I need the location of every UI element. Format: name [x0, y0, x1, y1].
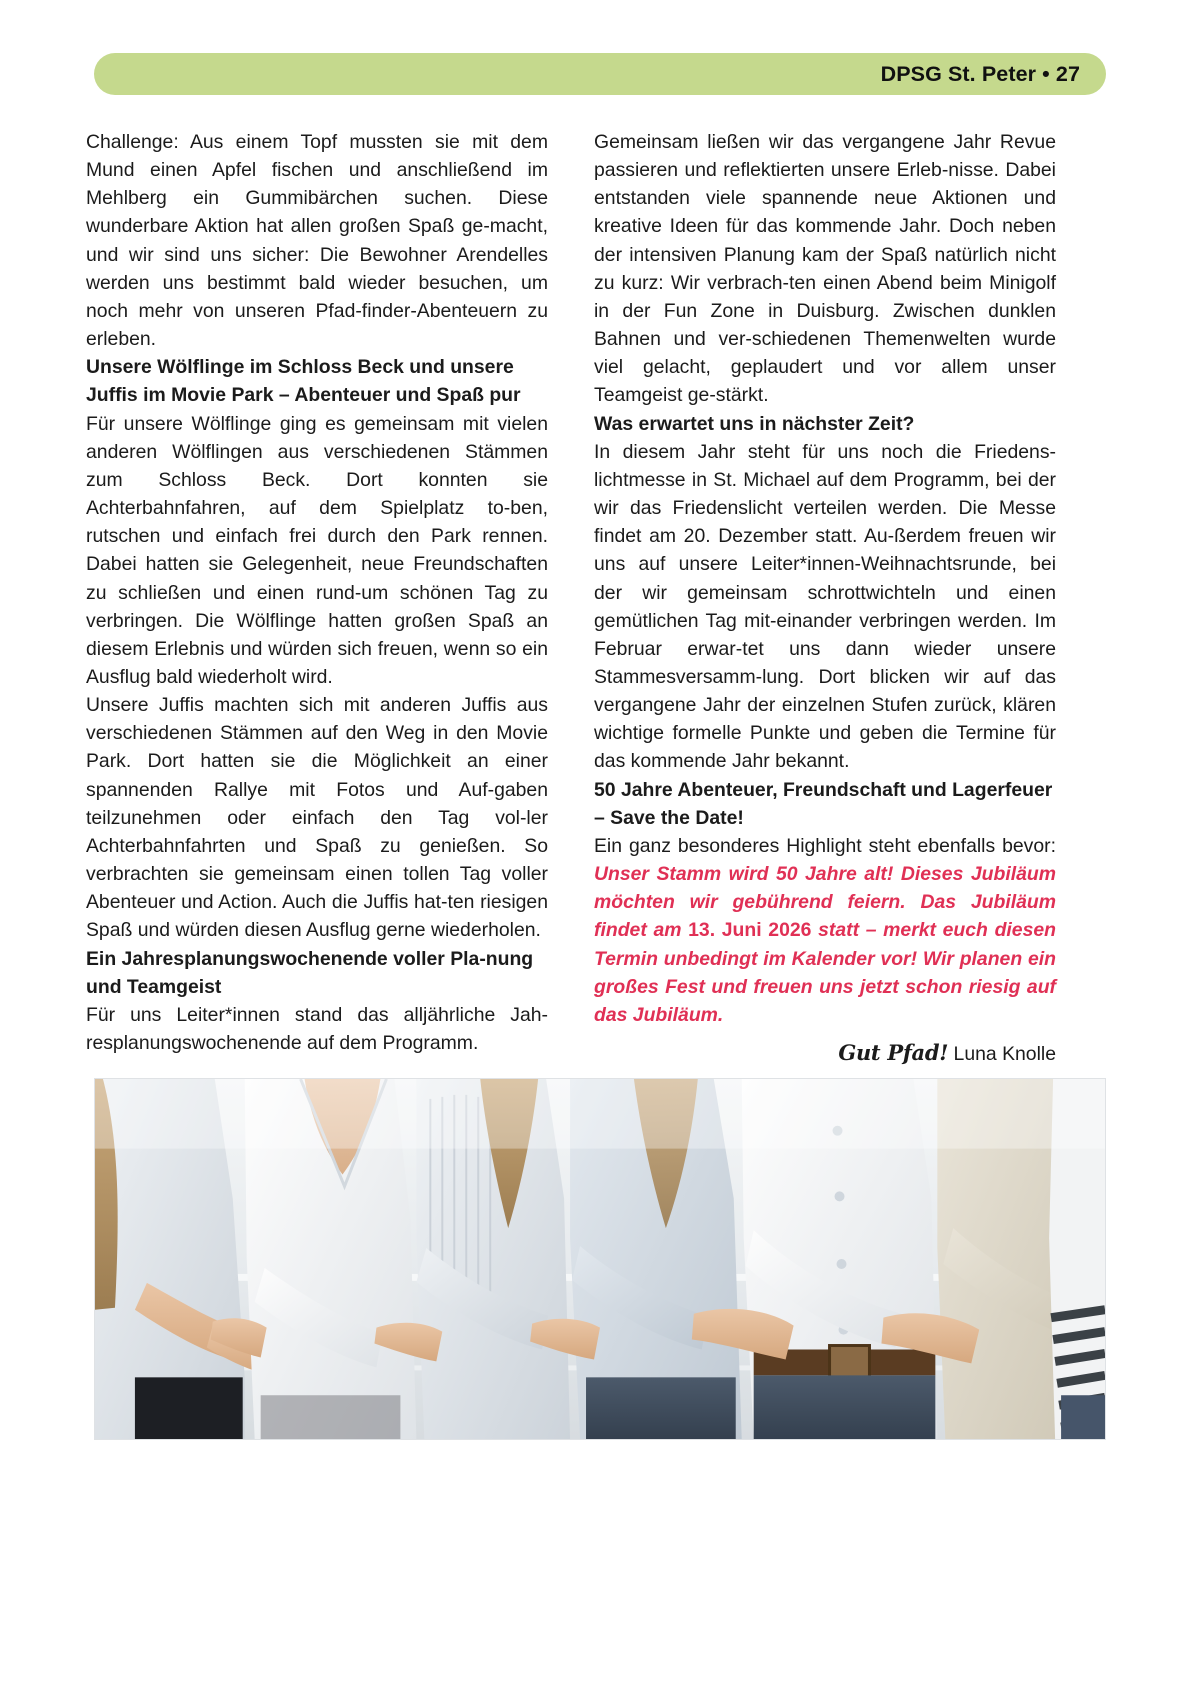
highlight-text-part-1: Unser Stamm wird 50 Jahre alt! Dieses Jubiläum möchten wir gebührend feiern. Das Jubiläum findet am: [594, 863, 1056, 942]
article-signature: [594, 1039, 1056, 1068]
highlight-text-part-2: statt – merkt euch diesen Termin unbedingt im Kalender vor! Wir planen ein großes Fest und freuen uns jetzt schon riesig auf das Jubiläum.: [594, 919, 1056, 1026]
left-paragraph-1: Challenge: Aus einem Topf mussten sie mit dem Mund einen Apfel fischen und anschließend im Mehlberg ein Gummibärchen suchen. Diese wunderbare Aktion hat allen großen Spaß ge-macht, und wir sind uns sicher: Die Bewohner Arendelles werden uns bestimmt bald wieder besuchen, um noch mehr von unseren Pfad-finder-Abenteuern zu erleben.: [86, 131, 548, 351]
right-column: [594, 128, 1056, 1068]
article-photo: [94, 1078, 1106, 1440]
left-heading-2: Ein Jahresplanungswochenende voller Pla-nung und Teamgeist: [86, 947, 534, 998]
left-paragraph-4: Für uns Leiter*innen stand das alljährliche Jah-resplanungswochenende auf dem Programm.: [86, 1003, 548, 1054]
left-heading-1: Unsere Wölflinge im Schloss Beck und unsere Juffis im Movie Park – Abenteuer und Spaß pur: [86, 356, 521, 407]
right-paragraph-2: In diesem Jahr steht für uns noch die Friedens-lichtmesse in St. Michael auf dem Programm, bei der wir das Friedenslicht verteilen werden. Die Messe findet am 20. Dezember statt. Au-ßerdem freuen wir uns auf unsere Leiter*innen-Weihnachtsrunde, bei der wir gemeinsam schrottwichteln und einen gemütlichen Tag mit-einander verbringen werden. Im Februar erwar-tet uns dann wieder unsere Stammesversamm-lung. Dort blicken wir auf das vergangene Jahr der einzelnen Stufen zurück, klären wichtige formelle Punkte und geben die Termine für das kommende Jahr bekannt.: [594, 440, 1056, 773]
page-header-bar: [94, 53, 1106, 95]
left-paragraph-2: Für unsere Wölflinge ging es gemeinsam mit vielen anderen Wölflingen aus verschiedenen Stämmen zum Schloss Beck. Dort konnten sie Achterbahnfahren, auf dem Spielplatz to-ben, rutschen und einfach frei durch den Park rennen. Dabei hatten sie Gelegenheit, neue Freundschaften zu schließen und einen rund-um schönen Tag zu verbringen. Die Wölflinge hatten großen Spaß an diesem Erlebnis und würden sich freuen, wenn so ein Ausflug bald wiederholt wird.: [86, 412, 548, 688]
right-paragraph-3: [594, 832, 1056, 1029]
group-linking-arms-illustration: [95, 1079, 1105, 1439]
anniversary-date: 13. Juni 2026: [688, 919, 812, 942]
page-header-title: DPSG St. Peter • 27: [880, 61, 1080, 86]
highlight-lead-text: Ein ganz besonderes Highlight steht ebenfalls bevor:: [594, 834, 1056, 857]
right-paragraph-1: Gemeinsam ließen wir das vergangene Jahr Revue passieren und reflektierten unsere Erleb-nisse. Dabei entstanden viele spannende neue Aktionen und kreative Ideen für das kommende Jahr. Doch neben der intensiven Planung kam der Spaß natürlich nicht zu kurz: Wir verbrach-ten einen Abend beim Minigolf in der Fun Zone in Duisburg. Zwischen dunklen Bahnen und ver-schiedenen Themenwelten wurde viel gelacht, geplaudert und vor allem unser Teamgeist ge-stärkt.: [594, 131, 1056, 407]
signature-greeting: Gut Pfad!: [838, 1040, 949, 1065]
anniversary-highlight: [594, 863, 1056, 1026]
signature-author-name: Luna Knolle: [948, 1043, 1056, 1065]
right-heading-2: 50 Jahre Abenteuer, Freundschaft und Lagerfeuer – Save the Date!: [594, 778, 1053, 829]
right-heading-1: Was erwartet uns in nächster Zeit?: [594, 412, 915, 435]
left-paragraph-3: Unsere Juffis machten sich mit anderen Juffis aus verschiedenen Stämmen auf den Weg in den Movie Park. Dort hatten sie die Möglichkeit an einer spannenden Rallye mit Fotos und Auf-gaben teilzunehmen oder einfach den Tag vol-ler Achterbahnfahrten und Spaß zu genießen. So verbrachten sie gemeinsam einen tollen Tag voller Abenteuer und Action. Auch die Juffis hat-ten riesigen Spaß und würden diesen Ausflug gerne wiederholen.: [86, 694, 548, 942]
article-columns: [86, 128, 1114, 1068]
left-column: [86, 128, 548, 1068]
